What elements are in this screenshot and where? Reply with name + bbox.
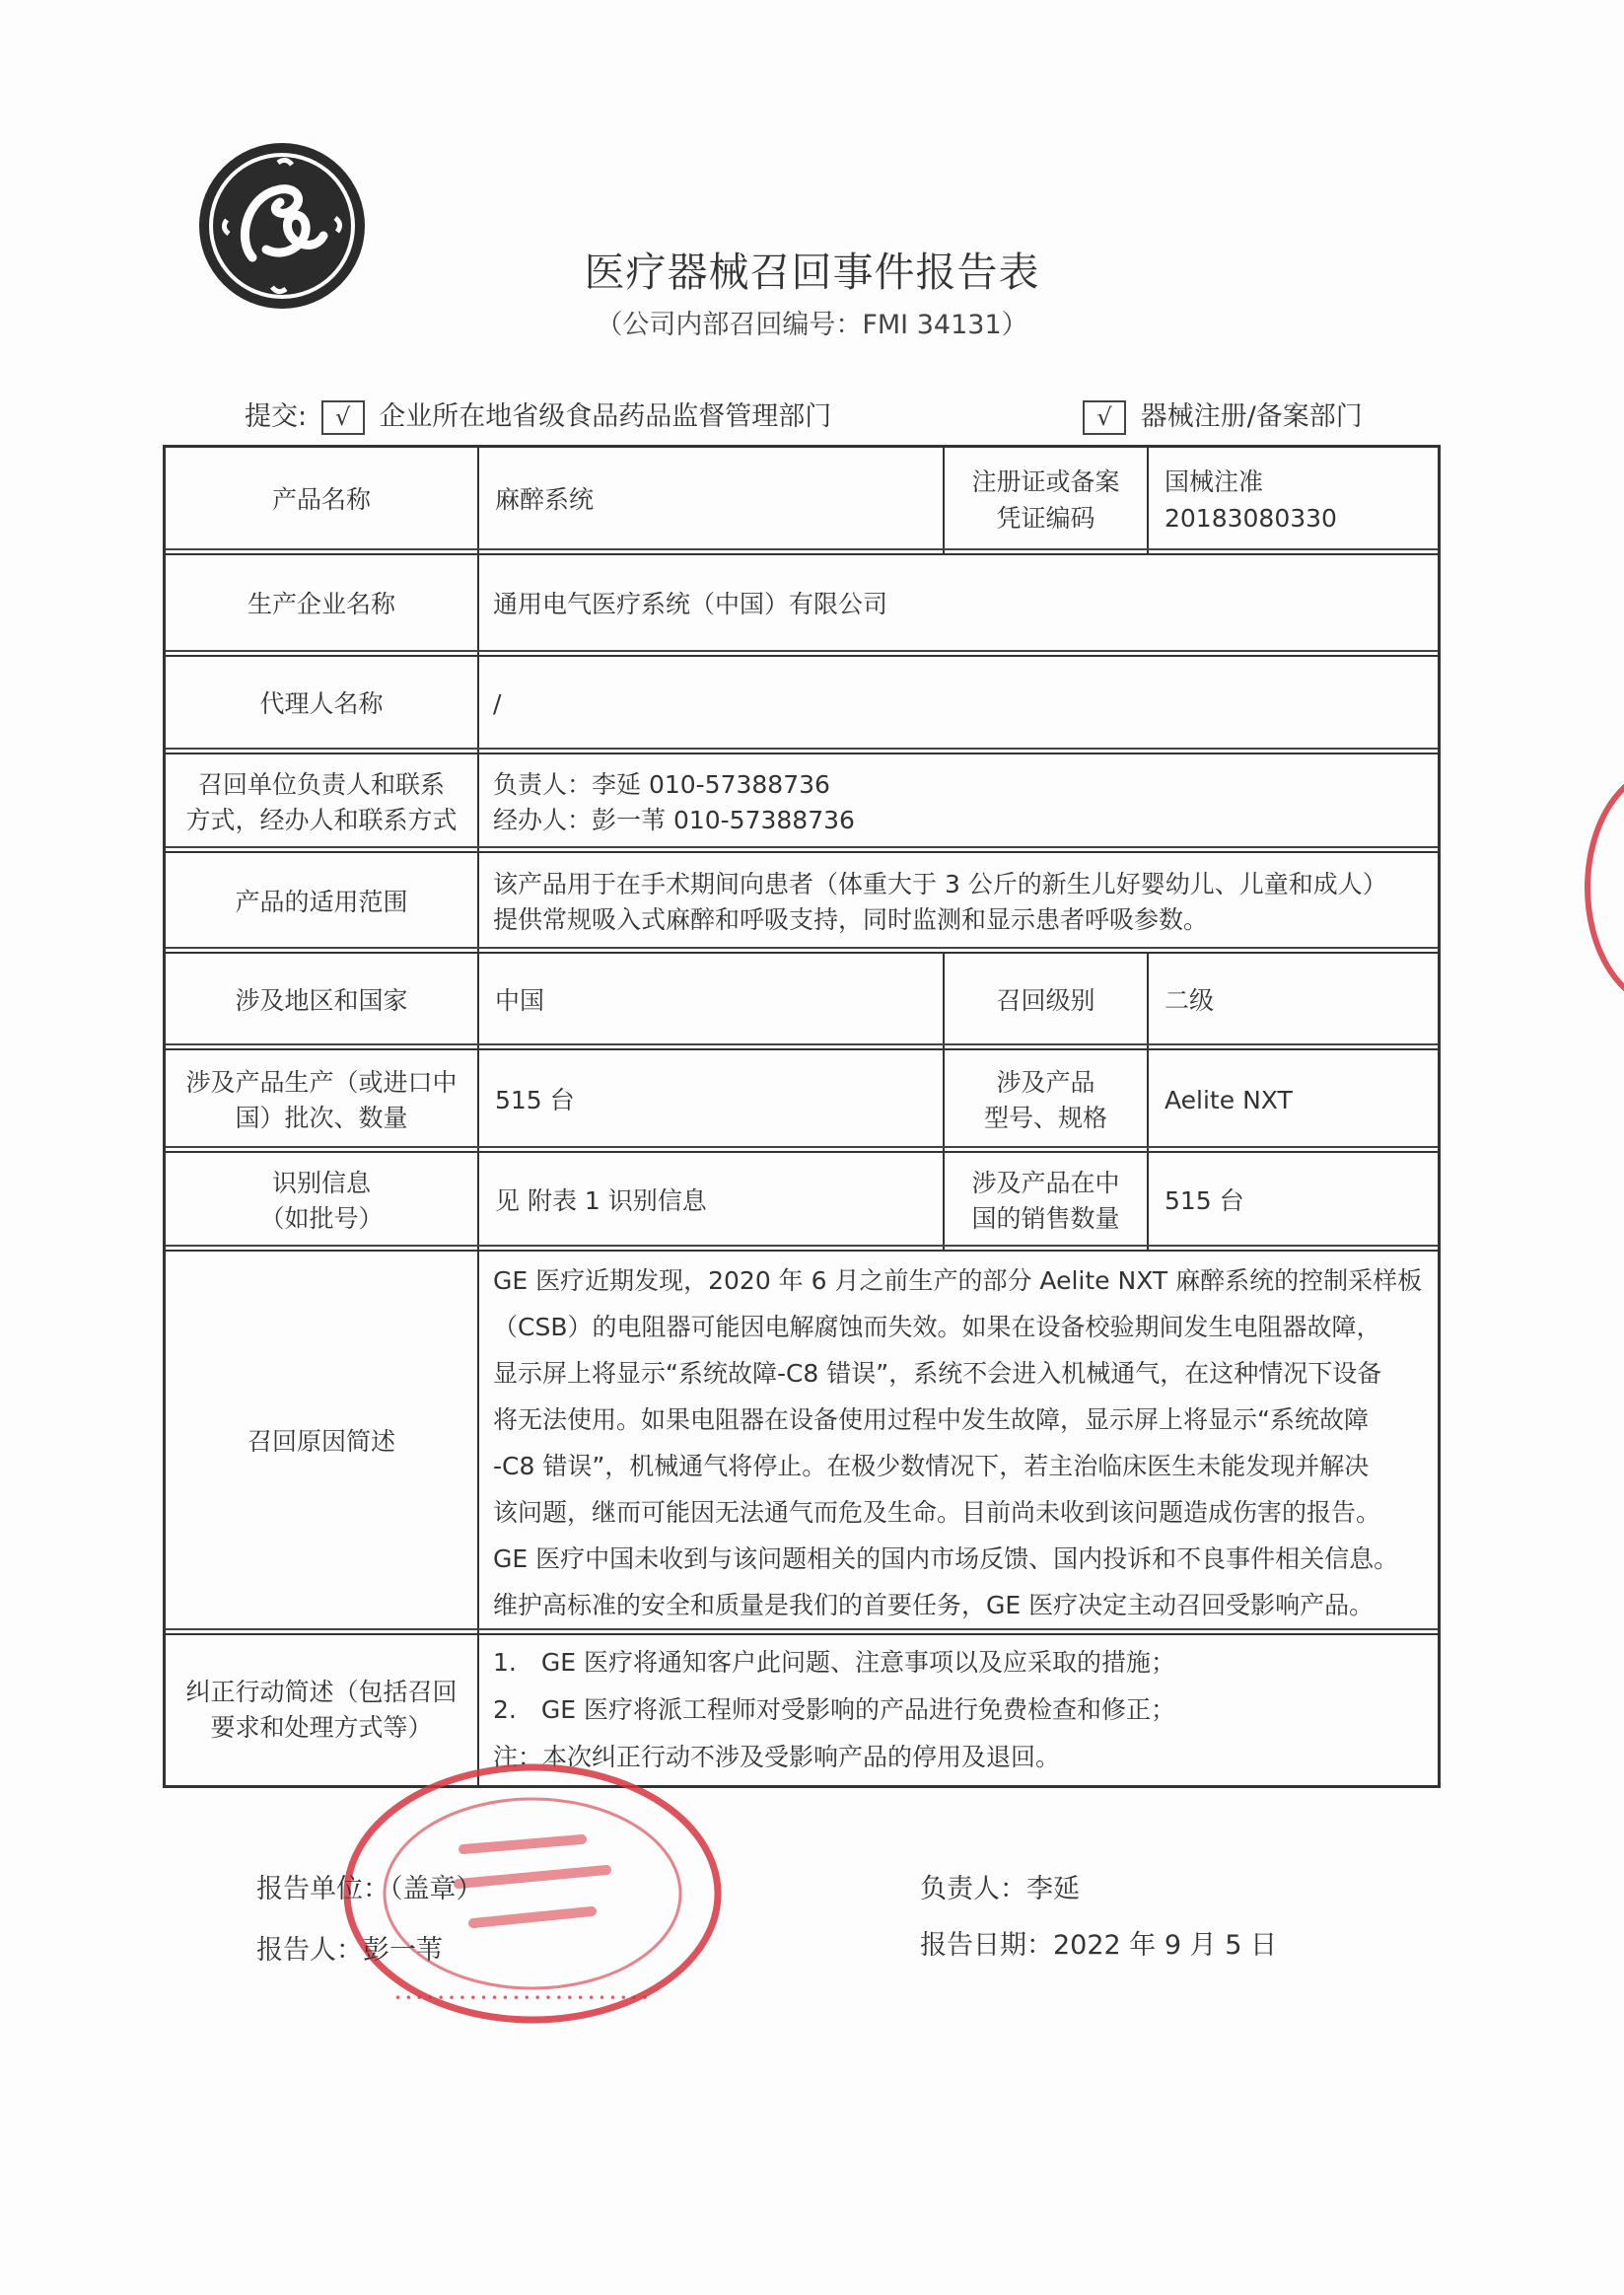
recall-number: （公司内部召回编号：FMI 34131） bbox=[596, 310, 1028, 340]
checkbox-provincial[interactable]: √ bbox=[321, 400, 365, 435]
option-provincial: 企业所在地省级食品药品监督管理部门 bbox=[379, 401, 832, 432]
reason-text bbox=[479, 1252, 1438, 1633]
reason-line: -C8 错误”，机械通气将停止。在极少数情况下，若主治临床医生未能发现并解决 bbox=[493, 1451, 1370, 1480]
submit-row bbox=[245, 394, 831, 435]
reason-line: 显示屏上将显示“系统故障-C8 错误”，系统不会进入机械通气，在这种情况下设备 bbox=[493, 1358, 1382, 1388]
row-scope bbox=[166, 851, 1438, 952]
product-name-value: 麻醉系统 bbox=[479, 448, 945, 553]
registration-value: 国械注准 20183080330 bbox=[1165, 467, 1337, 533]
product-name-label: 产品名称 bbox=[166, 448, 479, 553]
batch-label: 涉及产品生产（或进口中 国）批次、数量 bbox=[166, 1050, 479, 1151]
reason-line: GE 医疗近期发现，2020 年 6 月之前生产的部分 Aelite NXT 麻醉系统的控制采样板 bbox=[493, 1265, 1423, 1295]
reason-label: 召回原因简述 bbox=[166, 1252, 479, 1633]
action-line: 1. GE 医疗将通知客户此问题、注意事项以及应采取的措施； bbox=[493, 1648, 1175, 1677]
reason-line: （CSB）的电阻器可能因电解腐蚀而失效。如果在设备校验期间发生电阻器故障， bbox=[493, 1312, 1381, 1341]
model-value: Aelite NXT bbox=[1165, 1085, 1293, 1114]
submit-row-2 bbox=[1077, 394, 1363, 435]
row-product bbox=[166, 448, 1438, 553]
reason-line: GE 医疗中国未收到与该问题相关的国内市场反馈、国内投诉和不良事件相关信息。 bbox=[493, 1543, 1399, 1573]
reason-line: 将无法使用。如果电阻器在设备使用过程中发生故障，显示屏上将显示“系统故障 bbox=[493, 1404, 1369, 1434]
scope-label: 产品的适用范围 bbox=[166, 853, 479, 952]
id-value: 见 附表 1 识别信息 bbox=[479, 1153, 945, 1250]
agent-label: 代理人名称 bbox=[166, 657, 479, 753]
registration-label: 注册证或备案 凭证编码 bbox=[945, 448, 1149, 553]
contact-label: 召回单位负责人和联系 方式，经办人和联系方式 bbox=[166, 754, 479, 851]
submit-label: 提交: bbox=[245, 401, 308, 432]
report-date: 报告日期：2022 年 9 月 5 日 bbox=[920, 1930, 1277, 1961]
action-label: 纠正行动简述（包括召回 要求和处理方式等） bbox=[166, 1635, 479, 1785]
reporter: 报告人：彭一苇 bbox=[256, 1935, 443, 1966]
recall-report-table bbox=[163, 445, 1441, 1788]
svg-text:• • • • • • • • • • • • • • •: • • • • • • • • • • • • • • • • • • • • • • • • bbox=[394, 1991, 649, 2005]
agent-value: / bbox=[493, 689, 502, 719]
action-line: 注：本次纠正行动不涉及受影响产品的停用及退回。 bbox=[493, 1743, 1061, 1771]
id-label: 识别信息 （如批号） bbox=[166, 1153, 479, 1250]
row-identification bbox=[166, 1151, 1438, 1250]
action-line: 2. GE 医疗将派工程师对受影响的产品进行免费检查和修正； bbox=[493, 1695, 1175, 1724]
level-label: 召回级别 bbox=[945, 954, 1149, 1048]
reason-line: 维护高标准的安全和质量是我们的首要任务，GE 医疗决定主动召回受影响产品。 bbox=[493, 1590, 1375, 1619]
row-reason bbox=[166, 1250, 1438, 1633]
model-label: 涉及产品 型号、规格 bbox=[945, 1050, 1149, 1151]
row-contact bbox=[166, 753, 1438, 851]
row-maker bbox=[166, 553, 1438, 655]
contact-value: 负责人：李延 010-57388736 经办人：彭一苇 010-57388736 bbox=[493, 769, 855, 834]
principal: 负责人：李延 bbox=[920, 1874, 1080, 1904]
maker-value: 通用电气医疗系统（中国）有限公司 bbox=[493, 590, 888, 619]
region-label: 涉及地区和国家 bbox=[166, 954, 479, 1048]
sales-label: 涉及产品在中 国的销售数量 bbox=[945, 1153, 1149, 1250]
level-value: 二级 bbox=[1165, 985, 1215, 1015]
row-agent bbox=[166, 655, 1438, 753]
scope-value: 该产品用于在手术期间向患者（体重大于 3 公斤的新生儿好婴幼儿、儿童和成人） 提供常规吸入式麻醉和呼吸支持，同时监测和显示患者呼吸参数。 bbox=[493, 869, 1387, 934]
region-value: 中国 bbox=[479, 954, 945, 1048]
page-title: 医疗器械召回事件报告表 bbox=[584, 249, 1040, 296]
sales-value: 515 台 bbox=[1165, 1185, 1244, 1215]
report-unit: 报告单位：（盖章） bbox=[256, 1874, 483, 1904]
reason-line: 该问题，继而可能因无法通气而危及生命。目前尚未收到该问题造成伤害的报告。 bbox=[493, 1497, 1381, 1527]
row-batch bbox=[166, 1048, 1438, 1151]
row-region bbox=[166, 952, 1438, 1048]
option-registration: 器械注册/备案部门 bbox=[1140, 401, 1363, 432]
maker-label: 生产企业名称 bbox=[166, 555, 479, 655]
checkbox-registration[interactable]: √ bbox=[1083, 400, 1126, 435]
partial-seal bbox=[1578, 759, 1624, 1016]
batch-value: 515 台 bbox=[479, 1050, 945, 1151]
